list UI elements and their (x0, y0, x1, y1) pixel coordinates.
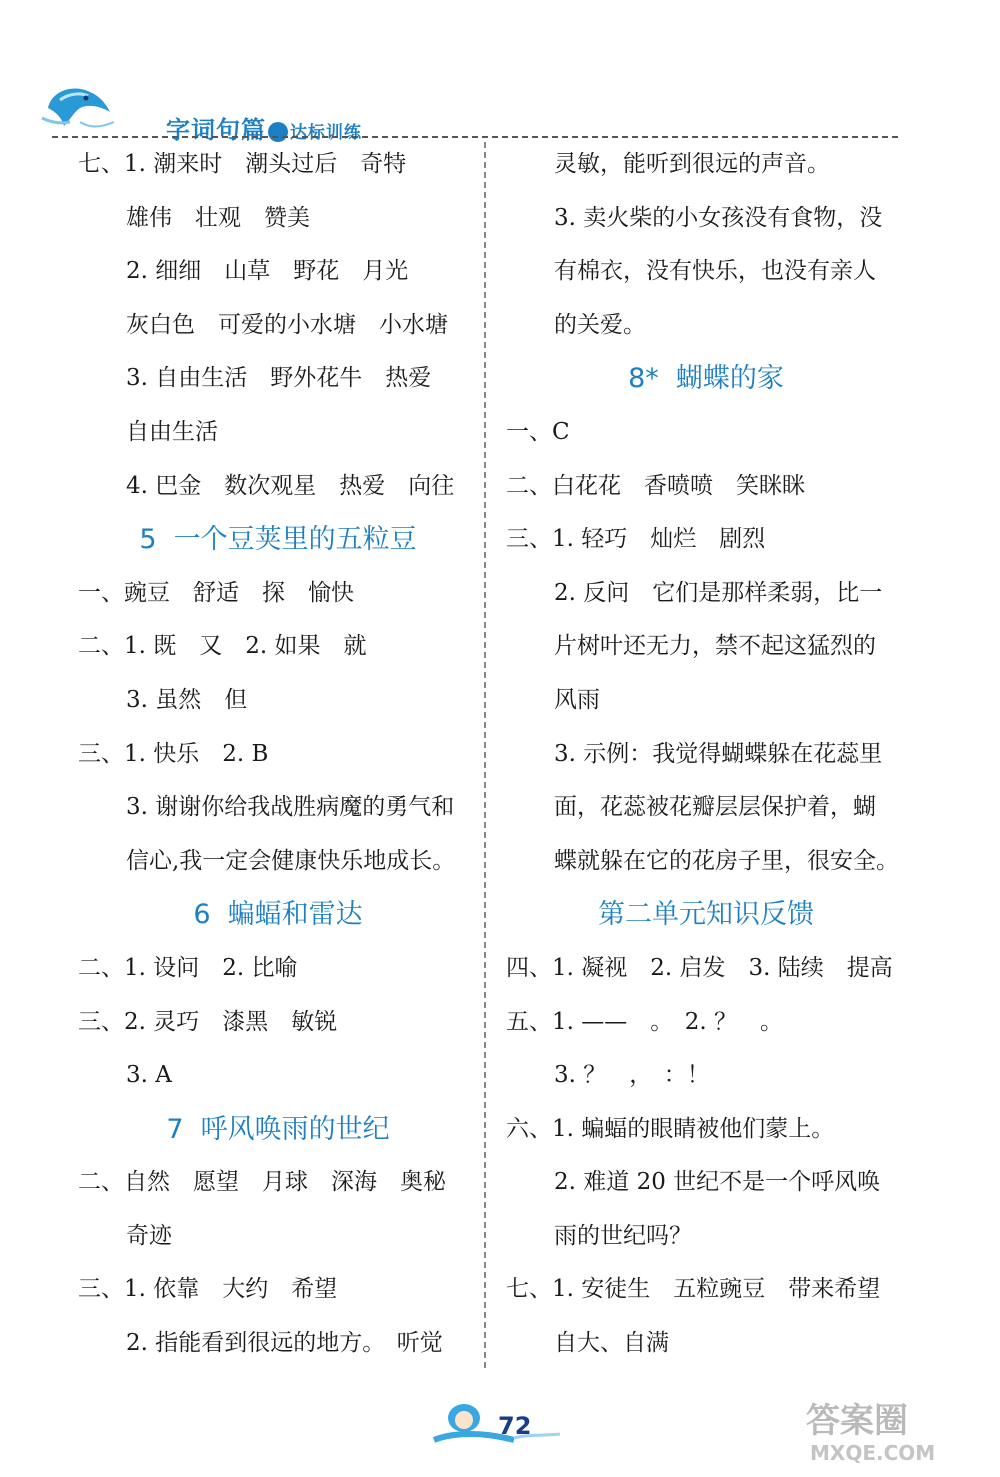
answer-line: 的关爱。 (554, 311, 646, 338)
answer-line: 3. ？ ， ：！ (554, 1062, 710, 1089)
answer-line: 雨的世纪吗？ (554, 1222, 692, 1249)
answer-line: 三、1. 依靠 大约 希望 (78, 1276, 338, 1303)
answer-line: 七、1. 安徒生 五粒豌豆 带来希望 (506, 1276, 881, 1303)
answer-line: 面，花蕊被花瓣层层保护着，蝴 (554, 794, 876, 821)
book-title-main: 字词句篇 (166, 115, 266, 144)
answer-line: 4. 巴金 数次观星 热爱 向往 (126, 472, 455, 499)
answer-line: 六、1. 蝙蝠的眼睛被他们蒙上。 (506, 1115, 835, 1142)
answer-line: 片树叶还无力，禁不起这猛烈的 (554, 633, 876, 660)
answer-line: 五、1. —— 。 2. ？ 。 (506, 1008, 784, 1035)
answer-line: 3. A (126, 1062, 172, 1089)
answer-line: 三、2. 灵巧 漆黑 敏锐 (78, 1008, 338, 1035)
answer-line: 信心,我一定会健康快乐地成长。 (126, 847, 456, 874)
section-heading: 第二单元知识反馈 (598, 899, 814, 931)
answer-line: 二、1. 既 又 2. 如果 就 (78, 633, 367, 660)
answer-line: 风雨 (554, 686, 600, 713)
section-heading: 7 呼风唤雨的世纪 (166, 1113, 390, 1145)
answer-line: 自由生活 (126, 418, 218, 445)
answer-line: 有棉衣，没有快乐，也没有亲人 (554, 258, 876, 285)
watermark-url: MXQE.COM (810, 1441, 936, 1465)
dolphin-logo-icon (40, 78, 120, 136)
section-heading: 5 一个豆荚里的五粒豆 (139, 524, 417, 556)
answer-line: 七、1. 潮来时 潮头过后 奇特 (78, 151, 407, 177)
answer-line: 二、白花花 香喷喷 笑眯眯 (506, 472, 805, 499)
answer-line: 3. 自由生活 野外花牛 热爱 (126, 365, 432, 392)
answer-line: 四、1. 凝视 2. 启发 3. 陆续 提高 (506, 954, 893, 981)
section-heading: 8* 蝴蝶的家 (628, 363, 784, 395)
right-column (506, 138, 906, 1371)
answer-line: 2. 难道 20 世纪不是一个呼风唤 (554, 1169, 881, 1196)
page-number: 72 (498, 1412, 532, 1440)
section-heading: 6 蝙蝠和雷达 (193, 899, 363, 931)
answer-line: 三、1. 轻巧 灿烂 剧烈 (506, 526, 766, 553)
page-header (40, 78, 960, 144)
child-reading-icon (424, 1398, 564, 1448)
watermark-logo (800, 1392, 978, 1466)
answer-line: 2. 细细 山草 野花 月光 (126, 258, 409, 285)
answer-line: 蝶就躲在它的花房子里，很安全。 (554, 847, 899, 874)
answer-line: 奇迹 (126, 1222, 172, 1249)
answer-line: 灰白色 可爱的小水塘 小水塘 (126, 311, 448, 338)
answer-line: 一、豌豆 舒适 探 愉快 (78, 579, 354, 606)
answer-line: 自大、自满 (554, 1330, 669, 1357)
answer-line: 二、自然 愿望 月球 深海 奥秘 (78, 1169, 446, 1196)
answer-line: 一、C (506, 418, 570, 445)
answer-line: 3. 卖火柴的小女孩没有食物，没 (554, 204, 883, 231)
book-title-sub: 达标训练 (290, 123, 362, 143)
answer-line: 雄伟 壮观 赞美 (126, 204, 310, 231)
answer-line: 2. 反问 它们是那样柔弱，比一 (554, 579, 883, 606)
answer-line: 二、1. 设问 2. 比喻 (78, 954, 298, 981)
answer-line: 3. 虽然 但 (126, 686, 248, 713)
answer-line: 三、1. 快乐 2. B (78, 740, 269, 767)
answer-line: 灵敏，能听到很远的声音。 (554, 151, 830, 177)
answer-line: 3. 示例：我觉得蝴蝶躲在花蕊里 (554, 740, 883, 767)
watermark-title: 答案圈 (806, 1401, 908, 1441)
left-column (78, 138, 478, 1371)
answer-line: 3. 谢谢你给我战胜病魔的勇气和 (126, 794, 455, 821)
answer-line: 2. 指能看到很远的地方。 听觉 (126, 1330, 443, 1357)
column-divider (484, 142, 486, 1368)
